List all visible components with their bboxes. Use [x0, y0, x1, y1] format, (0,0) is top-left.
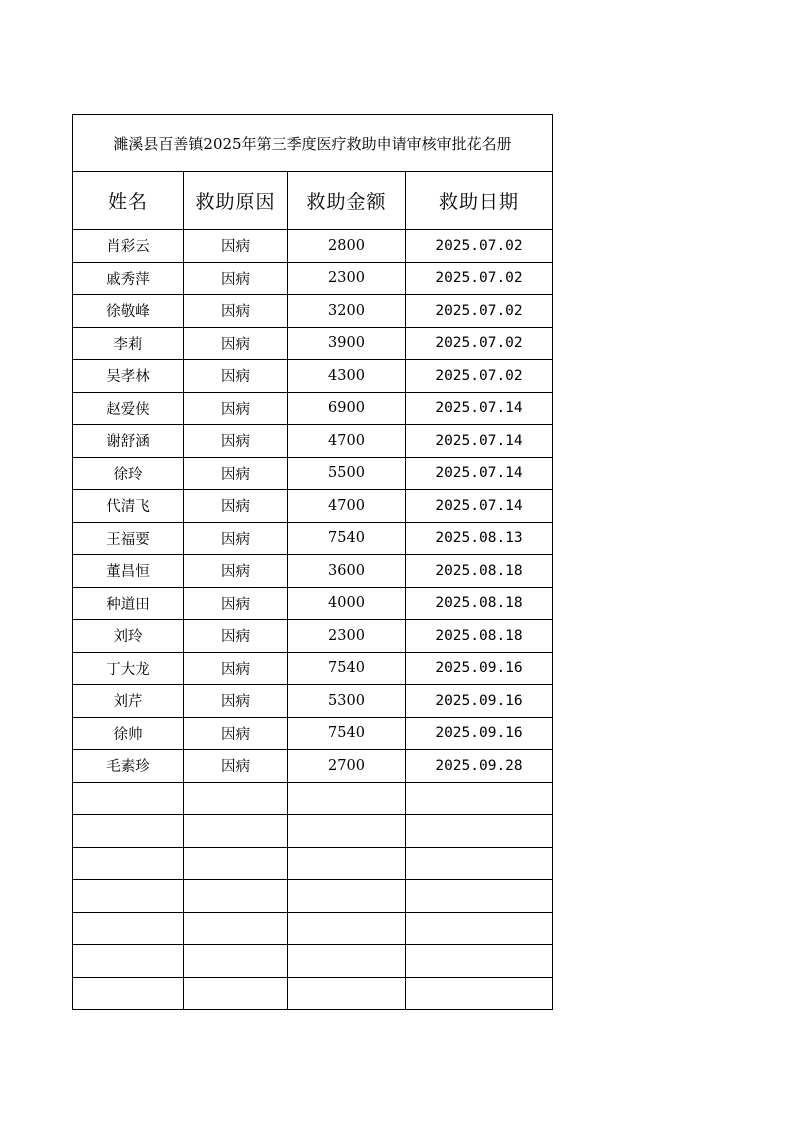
empty-table-row: [73, 815, 553, 848]
empty-cell: [184, 782, 288, 815]
cell-date: 2025.07.02: [406, 230, 553, 263]
cell-amount: 4700: [288, 490, 406, 523]
table-row: [73, 685, 553, 718]
empty-cell: [73, 977, 184, 1010]
empty-cell: [288, 815, 406, 848]
cell-date: 2025.08.13: [406, 522, 553, 555]
cell-date: 2025.08.18: [406, 587, 553, 620]
table-row: [73, 555, 553, 588]
cell-reason: 因病: [184, 685, 288, 718]
table-row: [73, 717, 553, 750]
cell-reason: 因病: [184, 457, 288, 490]
column-header-name: 姓名: [73, 172, 184, 230]
table-row: [73, 587, 553, 620]
cell-name: 徐玲: [73, 457, 184, 490]
empty-cell: [406, 912, 553, 945]
empty-cell: [288, 880, 406, 913]
cell-date: 2025.07.02: [406, 295, 553, 328]
cell-reason: 因病: [184, 295, 288, 328]
empty-table-row: [73, 912, 553, 945]
empty-cell: [73, 782, 184, 815]
cell-amount: 2700: [288, 750, 406, 783]
cell-name: 徐敬峰: [73, 295, 184, 328]
empty-cell: [406, 815, 553, 848]
empty-table-row: [73, 880, 553, 913]
empty-cell: [73, 815, 184, 848]
cell-reason: 因病: [184, 360, 288, 393]
roster-table: [72, 114, 553, 1010]
empty-cell: [73, 912, 184, 945]
empty-cell: [406, 945, 553, 978]
cell-amount: 7540: [288, 717, 406, 750]
cell-reason: 因病: [184, 490, 288, 523]
cell-reason: 因病: [184, 522, 288, 555]
cell-date: 2025.07.02: [406, 262, 553, 295]
cell-name: 吴孝林: [73, 360, 184, 393]
cell-name: 刘玲: [73, 620, 184, 653]
empty-cell: [288, 977, 406, 1010]
empty-cell: [406, 782, 553, 815]
cell-name: 代清飞: [73, 490, 184, 523]
table-row: [73, 360, 553, 393]
cell-name: 董昌恒: [73, 555, 184, 588]
empty-cell: [288, 945, 406, 978]
cell-amount: 3600: [288, 555, 406, 588]
cell-name: 徐帅: [73, 717, 184, 750]
empty-cell: [73, 945, 184, 978]
empty-cell: [184, 945, 288, 978]
cell-amount: 2800: [288, 230, 406, 263]
empty-table-row: [73, 977, 553, 1010]
cell-date: 2025.09.16: [406, 652, 553, 685]
cell-reason: 因病: [184, 555, 288, 588]
cell-amount: 5500: [288, 457, 406, 490]
cell-amount: 2300: [288, 620, 406, 653]
column-header-date: 救助日期: [406, 172, 553, 230]
cell-name: 李莉: [73, 327, 184, 360]
cell-date: 2025.07.02: [406, 360, 553, 393]
cell-date: 2025.09.16: [406, 717, 553, 750]
empty-table-row: [73, 847, 553, 880]
table-row: [73, 425, 553, 458]
cell-name: 肖彩云: [73, 230, 184, 263]
cell-reason: 因病: [184, 392, 288, 425]
empty-cell: [406, 977, 553, 1010]
table-row: [73, 457, 553, 490]
cell-reason: 因病: [184, 750, 288, 783]
empty-cell: [288, 847, 406, 880]
table-row: [73, 620, 553, 653]
cell-name: 戚秀萍: [73, 262, 184, 295]
table-row: [73, 750, 553, 783]
table-row: [73, 295, 553, 328]
empty-cell: [406, 880, 553, 913]
cell-date: 2025.07.14: [406, 425, 553, 458]
cell-amount: 6900: [288, 392, 406, 425]
cell-date: 2025.07.14: [406, 392, 553, 425]
column-header-amount: 救助金额: [288, 172, 406, 230]
cell-name: 毛素珍: [73, 750, 184, 783]
document-title: 濉溪县百善镇2025年第三季度医疗救助申请审核审批花名册: [73, 115, 553, 172]
cell-name: 王福要: [73, 522, 184, 555]
empty-cell: [73, 847, 184, 880]
cell-date: 2025.08.18: [406, 555, 553, 588]
table-row: [73, 230, 553, 263]
cell-amount: 2300: [288, 262, 406, 295]
title-row: [73, 115, 553, 172]
table-row: [73, 522, 553, 555]
table-row: [73, 392, 553, 425]
empty-cell: [184, 815, 288, 848]
table-row: [73, 327, 553, 360]
cell-reason: 因病: [184, 652, 288, 685]
cell-name: 种道田: [73, 587, 184, 620]
cell-amount: 3200: [288, 295, 406, 328]
table-row: [73, 262, 553, 295]
empty-cell: [288, 912, 406, 945]
cell-name: 谢舒涵: [73, 425, 184, 458]
empty-table-row: [73, 945, 553, 978]
cell-date: 2025.07.02: [406, 327, 553, 360]
empty-cell: [184, 847, 288, 880]
cell-date: 2025.09.16: [406, 685, 553, 718]
cell-reason: 因病: [184, 717, 288, 750]
empty-table-row: [73, 782, 553, 815]
empty-cell: [73, 880, 184, 913]
cell-date: 2025.07.14: [406, 490, 553, 523]
table-row: [73, 490, 553, 523]
cell-reason: 因病: [184, 425, 288, 458]
cell-reason: 因病: [184, 230, 288, 263]
cell-reason: 因病: [184, 262, 288, 295]
header-row: [73, 172, 553, 230]
empty-cell: [184, 912, 288, 945]
cell-name: 丁大龙: [73, 652, 184, 685]
cell-reason: 因病: [184, 327, 288, 360]
empty-cell: [288, 782, 406, 815]
cell-amount: 7540: [288, 522, 406, 555]
cell-date: 2025.08.18: [406, 620, 553, 653]
cell-reason: 因病: [184, 587, 288, 620]
cell-date: 2025.07.14: [406, 457, 553, 490]
cell-name: 赵爱侠: [73, 392, 184, 425]
cell-amount: 7540: [288, 652, 406, 685]
cell-date: 2025.09.28: [406, 750, 553, 783]
cell-amount: 4000: [288, 587, 406, 620]
cell-amount: 4300: [288, 360, 406, 393]
empty-cell: [406, 847, 553, 880]
cell-amount: 4700: [288, 425, 406, 458]
cell-name: 刘芹: [73, 685, 184, 718]
empty-cell: [184, 880, 288, 913]
empty-cell: [184, 977, 288, 1010]
cell-reason: 因病: [184, 620, 288, 653]
column-header-reason: 救助原因: [184, 172, 288, 230]
table-row: [73, 652, 553, 685]
cell-amount: 5300: [288, 685, 406, 718]
cell-amount: 3900: [288, 327, 406, 360]
